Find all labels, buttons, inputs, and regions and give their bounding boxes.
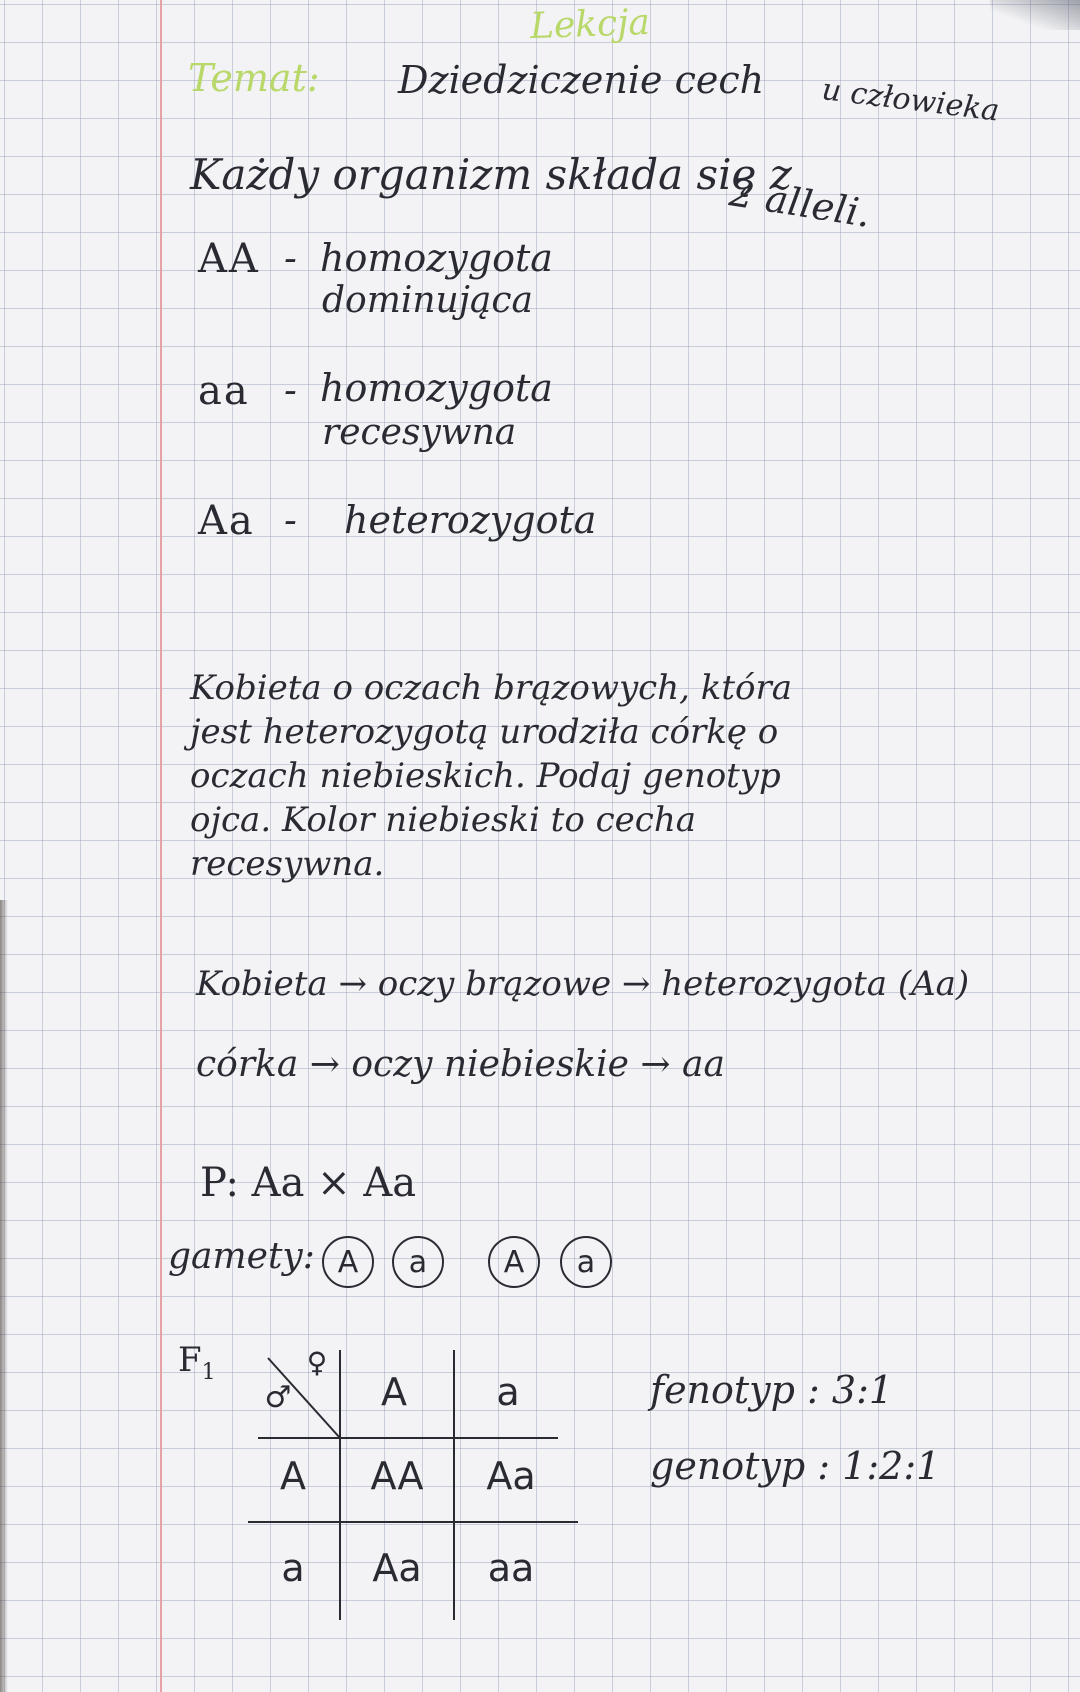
solution-parents: P: Aa × Aa (200, 1160, 417, 1206)
gametes-label: gamety: (168, 1236, 315, 1277)
term-dash: - (284, 236, 297, 280)
punnett-cell: Aa (372, 1546, 422, 1590)
generation-label: $F_1$ (178, 1340, 216, 1385)
topic-label: Temat: (188, 56, 320, 100)
intro-sentence-end: 2 alleli. (726, 170, 874, 236)
topic-title-end: u człowieka (819, 72, 1002, 129)
task-line: oczach niebieskich. Podaj genotyp (190, 756, 781, 796)
term-symbol-recessive: aa (198, 368, 250, 414)
gamete-circle: a (560, 1236, 612, 1288)
task-line: ojca. Kolor niebieski to cecha (190, 800, 696, 840)
gamete-circle: A (488, 1236, 540, 1288)
term-definition-line2: dominująca (322, 280, 533, 321)
topic-title: Dziedziczenie cech (398, 58, 765, 102)
female-symbol: ♀ (306, 1346, 328, 1379)
notebook-margin-line (160, 0, 162, 1692)
task-line: Kobieta o oczach brązowych, która (190, 668, 792, 708)
punnett-cell: AA (370, 1454, 424, 1498)
punnett-cell: aa (487, 1546, 535, 1590)
task-line: jest heterozygotą urodziła córkę o (190, 712, 779, 752)
row-header: A (280, 1454, 306, 1498)
male-symbol: ♂ (264, 1380, 292, 1415)
punnett-square (248, 1346, 578, 1620)
lesson-label: Lekcja (529, 1, 651, 48)
term-symbol-heterozygous: Aa (198, 498, 255, 544)
term-definition: homozygota (320, 236, 553, 280)
term-definition: heterozygota (344, 498, 597, 542)
column-header: A (381, 1370, 407, 1414)
term-definition: homozygota (320, 366, 553, 410)
solution-daughter: córka → oczy niebieskie → aa (196, 1044, 725, 1085)
genotype-ratio: genotyp : 1:2:1 (650, 1444, 941, 1488)
page-left-edge (0, 900, 8, 1692)
task-line: recesywna. (190, 844, 385, 884)
phenotype-ratio: fenotyp : 3:1 (650, 1368, 894, 1412)
term-definition-line2: recesywna (322, 412, 517, 453)
column-header: a (496, 1370, 520, 1414)
page-corner-shadow (990, 0, 1080, 30)
term-symbol-dominant: AA (198, 236, 260, 282)
term-dash: - (284, 498, 297, 542)
gamete-circle: a (392, 1236, 444, 1288)
gamete-circle: A (322, 1236, 374, 1288)
term-dash: - (284, 368, 297, 412)
intro-sentence: Każdy organizm składa się z (190, 150, 792, 199)
row-header: a (281, 1546, 305, 1590)
solution-woman: Kobieta → oczy brązowe → heterozygota (Aa) (196, 964, 970, 1004)
punnett-cell: Aa (486, 1454, 536, 1498)
